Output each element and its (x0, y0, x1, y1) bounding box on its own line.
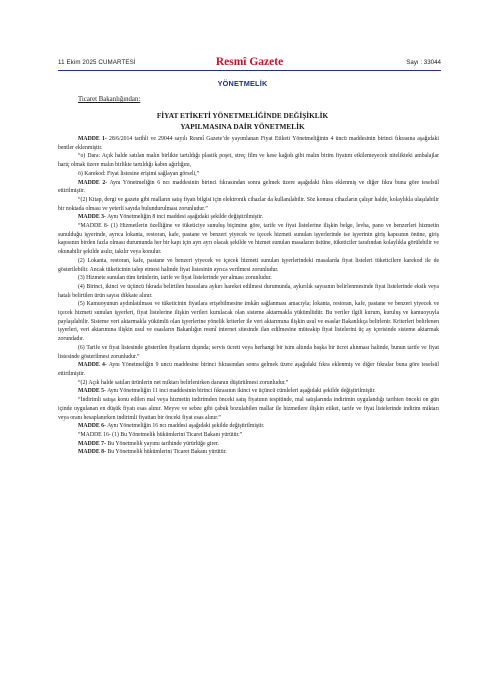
article-label: MADDE 2- (78, 179, 108, 186)
paragraph (58, 152, 439, 169)
paragraph (58, 257, 439, 274)
regulation-title-line-1: FİYAT ETİKETİ YÖNETMELİĞİNDE DEĞİŞİKLİK (156, 111, 329, 120)
gazette-name: Resmî Gazete (215, 56, 284, 68)
paragraph-text: Aynı Yönetmeliğin 9 uncu maddesine birinci fıkrasından sonra gelmek üzere aşağıdaki fıkra eklenmiş ve diğer fıkralar buna göre teselsül ettirilmiştir. (58, 362, 439, 377)
paragraph (58, 274, 439, 283)
regulation-title-line-2: YAPILMASINA DAİR YÖNETMELİK (180, 122, 305, 131)
paragraph-text: “İndirimli satışa konu edilen mal veya hizmetin indirimden önceki satış fiyatının tespitinde, mal satışlarında indirimin uygulandığı tarihten önceki on gün içinde uygulanan en düşük fiyatı esas alınır. Meyve ve sebze gibi çabuk bozulabilen mallar ile hizmetlere ilişkin etiket, tarife ve fiyat listelerinde indirim miktarı veya oranı hesaplanırken indirimli fiyattan bir önceki fiyat esas alınır.” (58, 397, 439, 421)
paragraph-text: Bu Yönetmelik hükümlerini Ticaret Bakanı yürütür. (105, 449, 227, 456)
masthead-divider (58, 70, 441, 71)
paragraph-text: “(2) Açık halde satılan ürünlerin net miktarı belirlenirken daranın düşürülmesi zorunludur.” (78, 379, 289, 386)
paragraph-text: “MADDE 16- (1) Bu Yönetmelik hükümlerini Ticaret Bakanı yürütür.” (78, 431, 243, 438)
paragraph-text: (5) Kamuoyunun aydınlatılması ve tüketicinin fiyatlara erişebilmesine imkân sağlanması amacıyla; lokanta, restoran, kafe, pastane ve benzeri yiyecek ve içecek hizmeti sunulan işyerleri, fiyat listelerine ilişkin verileri kurulacak olan sisteme aktarmakla yükümlüdür. Bu veriler ilgili kurum, kuruluş ve kamuoyuyla paylaşılabilir. Sisteme veri aktarmakla yükümlü olan işyerlerine yönelik kriterler ile veri aktarımına ilişkin usul ve esaslar Bakanlıkça belirlenir. Kriterleri belirlenen işyerleri, veri aktarımına ilişkin usul ve esasların Bakanlığın resmî internet sitesinde ilan edilmesine müteakip fiyat listelerini üç ay içerisinde sisteme aktarmak zorundadır. (58, 301, 439, 343)
paragraph-text: Bu Yönetmelik yayımı tarihinde yürürlüğe girer. (105, 440, 219, 447)
paragraph-text: “(2) Kitap, dergi ve gazete gibi malların satış fiyatı bilgisi için elektronik cihazlar da kullanılabilir. Söz konusu cihazların çalışır halde, kolaylıkla ulaşılabilir bir noktada olması ve yeterli sayıda bulundurulması zorunludur.” (58, 196, 439, 212)
regulation-title (0, 110, 485, 132)
paragraph-text: Aynı Yönetmeliğin 16 ncı maddesi aşağıdaki şekilde değiştirilmiştir. (105, 423, 265, 430)
article-label: MADDE 1- (78, 136, 107, 142)
article-label: MADDE 8- (78, 449, 106, 456)
paragraph-text: ö) Karekod: Fiyat listesine erişimi sağlayan görseli,” (78, 170, 200, 177)
paragraph (58, 379, 439, 388)
paragraph (58, 448, 439, 457)
article-label: MADDE 7- (78, 440, 106, 447)
section-title: YÖNETMELİK (217, 79, 268, 88)
masthead (58, 56, 441, 72)
paragraph-text: Aynı Yönetmeliğin 11 inci maddesinin birinci fıkrasının ikinci ve üçüncü cümleleri aşağıdaki şekilde değiştirilmiştir. (105, 388, 376, 395)
paragraph-text: (3) Hizmete sunulan tüm ürünlerin, tarife ve fiyat listelerinde yer alması zorunludur. (78, 275, 272, 282)
paragraph (58, 283, 439, 300)
regulation-body (58, 135, 439, 457)
paragraph-text: Aynı Yönetmeliğin 6 ncı maddesinin birinci fıkrasından sonra gelmek üzere aşağıdaki fıkra eklenmiş ve diğer fıkra buna göre teselsül ettirilmiştir. (58, 179, 439, 195)
paragraph (58, 431, 439, 440)
paragraph-text: 28/6/2014 tarihli ve 29044 sayılı Resmî Gazete’de yayımlanan Fiyat Etiketi Yönetmeliğinin 4 üncü maddesinin birinci fıkrasına aşağıdaki bentler eklenmiştir. (58, 136, 439, 151)
article-label: MADDE 3- (78, 214, 106, 221)
paragraph-text: (6) Tarife ve fiyat listesinde gösterilen fiyatların dışında; servis ücreti veya herhangi bir isim altında başka bir ücret alınması halinde, bunun tarife ve fiyat listesinde gösterilmesi zorunludur.” (58, 344, 439, 360)
paragraph-text: “MADDE 8- (1) Hizmetlerin özelliğine ve tüketiciye sunuluş biçimine göre, tarife ve fiyat listelerine ilişkin belge, levha, pano ve benzerleri hizmetin sunulduğu işyerinde, ayrıca lokanta, restoran, kafe, pastane ve benzeri yiyecek ve içecek hizmeti sunulan işyerlerinde ise işyerinin giriş kapısının önüne, giriş kapısının birden fazla olması durumunda her bir kapı için ayrı ayrı olacak şekilde ve hizmet sunulan masaların üstüne, tüketiciler tarafından kolaylıkla görülebilir ve okunabilir şekilde asılır, takılır veya konulur. (58, 223, 439, 256)
paragraph (58, 222, 439, 257)
article-label: MADDE 4- (78, 362, 107, 369)
paragraph (58, 170, 439, 179)
paragraph-text: (4) Birinci, ikinci ve üçüncü fıkrada belirtilen hususlara aykırı hareket edilmesi durumunda, aykırılık sayısının belirlenmesinde fiyat listelerinde eksik veya hatalı belirtilen ürün sayısı dikkate alınır. (58, 283, 439, 299)
paragraph (58, 440, 439, 449)
paragraph (58, 396, 439, 422)
article-label: MADDE 5- (78, 388, 106, 395)
article-label: MADDE 6- (78, 423, 106, 430)
paragraph (58, 135, 439, 152)
paragraph-text: (2) Lokanta, restoran, kafe, pastane ve benzeri yiyecek ve içecek hizmeti sunulan işyerlerindeki masalarda fiyat listeleri tüketicilere karekod ile de gösterilebilir. Ancak tüketicinin talep etmesi halinde fiyat listesinin ayrıca verilmesi zorunludur. (58, 257, 439, 273)
paragraph-text: Aynı Yönetmeliğin 8 inci maddesi aşağıdaki şekilde değiştirilmiştir. (105, 214, 264, 221)
paragraph (58, 387, 439, 396)
issue-date: 11 Ekim 2025 CUMARTESİ (58, 59, 136, 66)
issuing-ministry: Ticaret Bakanlığından: (78, 96, 141, 103)
paragraph (58, 213, 439, 222)
paragraph (58, 300, 439, 344)
paragraph (58, 344, 439, 361)
paragraph (58, 361, 439, 378)
paragraph (58, 196, 439, 213)
paragraph-text: “o) Dara: Açık halde satılan malın birlikte tartıldığı plastik poşet, streç film ve kese kağıdı gibi malın birim fiyatını etkilemeyecek nitelikteki ambalajlar hariç olmak üzere malın birlikte tartıldığı kabın ağırlığını, (58, 153, 439, 169)
paragraph (58, 179, 439, 196)
issue-number: Sayı : 33044 (406, 59, 441, 66)
paragraph (58, 422, 439, 431)
